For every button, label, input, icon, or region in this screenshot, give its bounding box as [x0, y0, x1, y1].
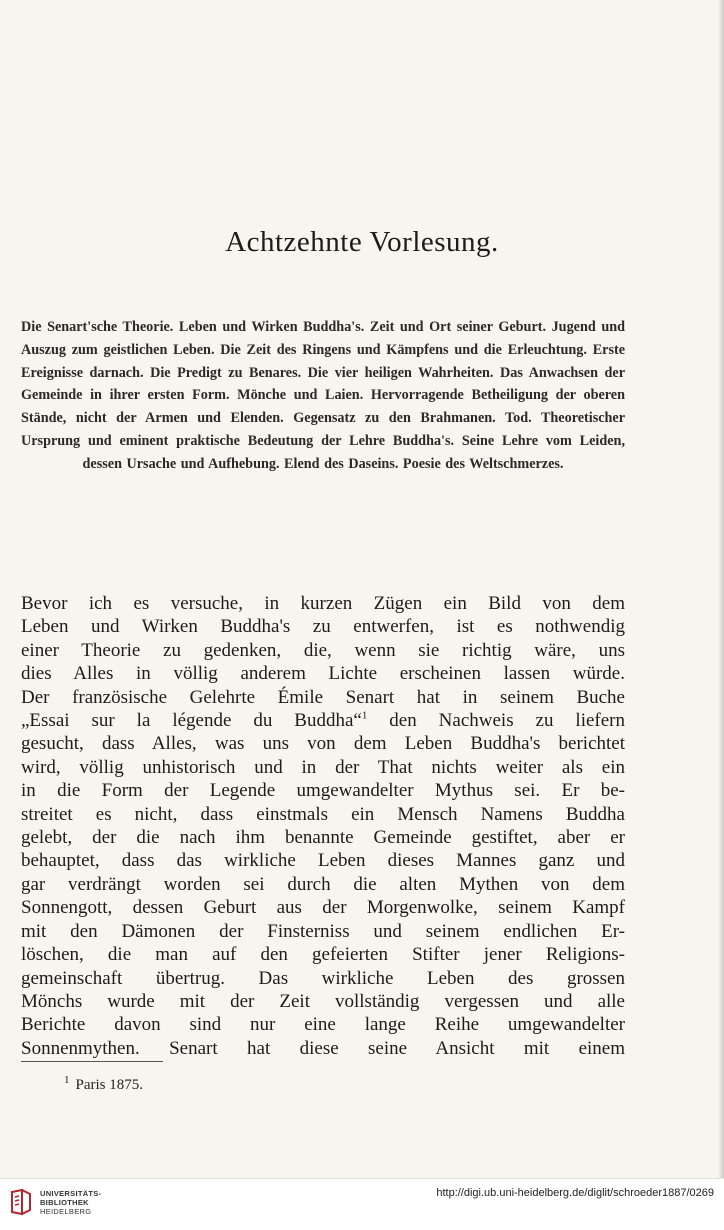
- chapter-summary: Die Senart'sche Theorie. Leben und Wirken Buddha's. Zeit und Ort seiner Geburt. Jugend und Auszug zum geistlichen Leben. Die Zeit des Ringens und Kämpfens und die Erleuchtung. Erste Ereignisse darnach. Die Predigt zu Benares. Die vier heiligen Wahrheiten. Das Anwachsen der Gemeinde in ihrer ersten Form. Mönche und Laien. Hervorragende Betheiligung der oberen Stände, nicht der Armen und Elenden. Gegensatz zu den Brahmanen. Tod. Theoretischer Ursprung und eminent praktische Bedeutung der Lehre Buddha's. Seine Lehre vom Leiden, dessen Ursache und Aufhebung. Elend des Daseins. Poesie des Weltschmerzes.: [21, 319, 625, 472]
- body-line: gesucht, dass Alles, was uns von dem Leben Buddha's berichtet: [21, 733, 625, 755]
- footnote-reference[interactable]: 1: [361, 709, 368, 722]
- footnote-mark: 1: [64, 1074, 70, 1086]
- library-name-line: UNIVERSITÄTS-: [40, 1189, 102, 1198]
- body-line: Bevor ich es versuche, in kurzen Zügen ein Bild von dem: [21, 593, 625, 614]
- body-line: gemeinschaft übertrug. Das wirkliche Leben des grossen: [21, 967, 625, 989]
- body-line: Sonnenmythen. Senart hat diese seine Ansicht mit einem: [21, 1037, 625, 1059]
- library-name: [40, 1189, 101, 1216]
- body-line: [21, 709, 625, 732]
- page-edge-shadow: [718, 0, 724, 1178]
- body-line: Sonnengott, dessen Geburt aus der Morgenwolke, seinem Kampf: [21, 897, 625, 919]
- library-name-line: BIBLIOTHEK: [40, 1198, 89, 1207]
- body-text: [21, 592, 625, 1060]
- body-line: Leben und Wirken Buddha's zu entwerfen, ist es nothwendig: [21, 616, 625, 638]
- viewer-footer: [0, 1178, 724, 1230]
- body-line: Mönchs wurde mit der Zeit vollständig vergessen und alle: [21, 990, 625, 1012]
- body-line: wird, völlig unhistorisch und in der That nichts weiter als ein: [21, 756, 625, 778]
- body-line: dies Alles in völlig anderem Lichte erscheinen lassen würde.: [21, 663, 625, 685]
- footnote-divider: [21, 1061, 163, 1062]
- library-logo-icon: [10, 1188, 32, 1216]
- body-line: Berichte davon sind nur eine lange Reihe umgewandelter: [21, 1014, 625, 1036]
- footnote-text: Paris 1875.: [75, 1077, 143, 1093]
- chapter-title: Achtzehnte Vorlesung.: [225, 226, 499, 258]
- body-line: streitet es nicht, dass einstmals ein Mensch Namens Buddha: [21, 803, 625, 825]
- body-line: löschen, die man auf den gefeierten Stifter jener Religions-: [21, 944, 625, 966]
- body-line: in die Form der Legende umgewandelter Mythus sei. Er be-: [21, 780, 625, 802]
- permalink-url[interactable]: http://digi.ub.uni-heidelberg.de/diglit/schroeder1887/0269: [436, 1187, 714, 1199]
- body-line: einer Theorie zu gedenken, die, wenn sie richtig wäre, uns: [21, 639, 625, 661]
- body-line: Der französische Gelehrte Émile Senart hat in seinem Buche: [21, 686, 625, 708]
- body-line-tail: den Nachweis zu liefern: [367, 710, 626, 732]
- library-name-line: HEIDELBERG: [40, 1207, 92, 1216]
- body-line: gar verdrängt worden sei durch die alten Mythen von dem: [21, 873, 625, 895]
- footnote: [64, 1074, 143, 1094]
- body-line: mit den Dämonen der Finsterniss und seinem endlichen Er-: [21, 920, 625, 942]
- book-title: „Essai sur la légende du Buddha“: [21, 710, 362, 732]
- body-line: gelebt, der die nach ihm benannte Gemeinde gestiftet, aber er: [21, 827, 625, 849]
- body-line: behauptet, dass das wirkliche Leben dieses Mannes ganz und: [21, 850, 625, 872]
